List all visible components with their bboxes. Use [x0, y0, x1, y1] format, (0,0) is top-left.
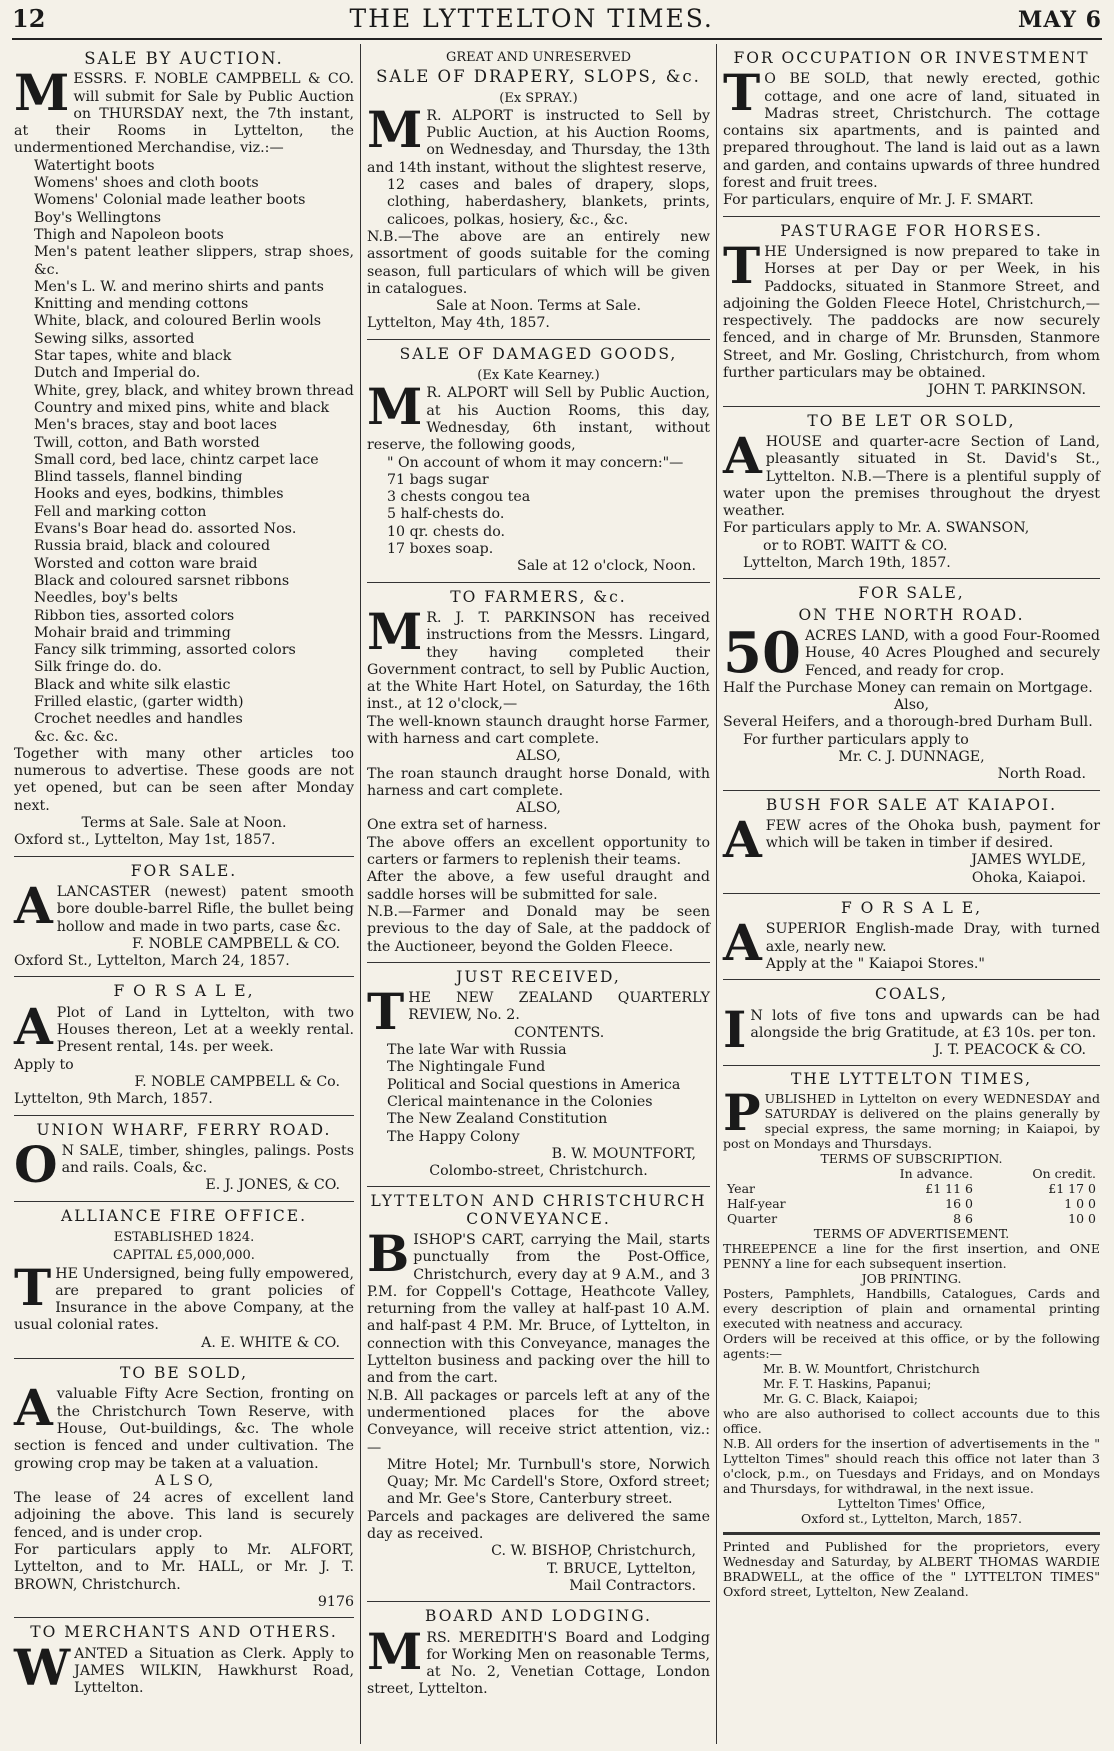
drop-cap: T: [723, 235, 761, 295]
list-item: Hooks and eyes, bodkins, thimbles: [34, 486, 284, 503]
ad-subheading: ALSO,: [516, 748, 561, 765]
ad-subheading: ESTABLISHED 1824.: [113, 1230, 255, 1245]
ad-body: THREEPENCE a line for the first insertion, and ONE PENNY a line for each subsequent insertion.: [723, 1241, 1100, 1272]
drop-cap: O: [14, 1134, 58, 1194]
subscription-rates-table: [723, 1166, 1100, 1226]
list-item: Womens' shoes and cloth boots: [34, 175, 259, 192]
list-item: Womens' Colonial made leather boots: [34, 192, 306, 209]
list-item: 10 qr. chests do.: [387, 523, 506, 540]
ad-body: HE Undersigned, being fully empowered, are prepared to grant policies of Insurance in the above Company, at the usual colonial rates.: [14, 1265, 354, 1334]
ad-body: ACRES LAND, with a good Four-Roomed House, 40 Acres Ploughed and securely Fenced, and ready for crop.: [804, 627, 1100, 679]
ad-body: N.B. All packages or parcels left at any of the undermentioned places for the above Conveyance, will receive strict attention, viz.:—: [367, 1387, 710, 1456]
ad-body: UBLISHED in Lyttelton on every WEDNESDAY and SATURDAY is delivered on the plains generally by special express, the same morning; in Kaiapoi, by post on Mondays and Thursdays.: [723, 1091, 1100, 1152]
ad-signature: E. J. JONES, & CO.: [205, 1177, 340, 1194]
ad-drapery-sale: [367, 44, 710, 340]
ad-body: The above offers an excellent opportunity to carters or farmers to replenish their teams.: [367, 834, 710, 869]
ad-body: R. ALPORT will Sell by Public Auction, at his Auction Rooms, this day, Wednesday, 6th instant, without reserve, the following goods,: [367, 385, 710, 454]
ad-damaged-goods: [367, 340, 710, 583]
ad-body: 12 cases and bales of drapery, slops, clothing, haberdashery, blankets, prints, calicoes, polkas, hosiery, &c., &c.: [387, 177, 710, 228]
list-item: Men's L. W. and merino shirts and pants: [34, 278, 324, 295]
list-item: White, black, and coloured Berlin wools: [34, 313, 322, 330]
ad-body: For particulars apply to Mr. ALFORT, Lyttelton, and to Mr. HALL, or Mr. J. T. BROWN, Christchurch.: [14, 1542, 354, 1593]
list-item: The Nightingale Fund: [387, 1059, 546, 1076]
ad-signature: Mail Contractors.: [569, 1577, 696, 1594]
drop-cap: A: [723, 425, 762, 485]
ad-subheading: A L S O,: [154, 1472, 214, 1489]
ad-number: 9176: [317, 1593, 354, 1610]
ad-body: Plot of Land in Lyttelton, with two Houses thereon, Let at a weekly rental. Present rental, 14s. per week.: [56, 1004, 354, 1056]
ad-body: RS. MEREDITH'S Board and Lodging for Working Men on reasonable Terms, at No. 2, Venetian Cottage, London street, Lyttelton.: [367, 1629, 710, 1698]
drop-cap: 50: [723, 619, 801, 686]
list-item: Dutch and Imperial do.: [34, 365, 201, 382]
ad-body: Posters, Pamphlets, Handbills, Catalogues, Cards and every description of plain and ornamental printing executed with neatness and accuracy.: [723, 1286, 1100, 1332]
ad-place-date: Lyttelton, March 19th, 1857.: [743, 555, 951, 572]
list-item: Mohair braid and trimming: [34, 624, 231, 641]
ad-subheading: TERMS OF ADVERTISEMENT.: [813, 1226, 1010, 1242]
list-item: 71 bags sugar: [387, 471, 489, 488]
ad-body: R. ALPORT is instructed to Sell by Public Auction, at his Auction Rooms, on Wednesday, and Thursday, the 13th and 14th instant, without the slightest reserve,: [367, 107, 710, 176]
imprint-text: Printed and Published for the proprietors, every Wednesday and Saturday, by ALBERT THOMAS WARDIE BRADWELL, at the office of the " LYTTELTON TIMES" Oxford street, Lyttelton, New Zealand.: [723, 1539, 1100, 1600]
rate-cell: 10 0: [1068, 1211, 1096, 1227]
drop-cap: A: [14, 1378, 53, 1438]
ad-body: Together with many other articles too numerous to advertise. These goods are not yet opened, but can be seen after Monday next.: [14, 745, 354, 814]
table-row: [723, 1196, 1100, 1211]
column-2: [360, 44, 716, 1744]
ad-body: Mitre Hotel; Mr. Turnbull's store, Norwich Quay; Mr. Mc Cardell's Store, Oxford street; and Mr. Gee's Store, Canterbury street.: [387, 1456, 710, 1508]
ad-pasturage: [723, 217, 1100, 407]
ad-body: Orders will be received at this office, or by the following agents:—: [723, 1331, 1100, 1362]
list-item: Crochet needles and handles: [34, 711, 243, 728]
list-item: Thigh and Napoleon boots: [34, 226, 224, 243]
ad-body: HOUSE and quarter-acre Section of Land, pleasantly situated in St. David's St., Lyttelton. N.B.—There is a plentiful supply of water upon the premises throughout the dryest weather.: [723, 433, 1100, 520]
list-item: Boy's Wellingtons: [34, 209, 161, 226]
ad-place-date: Oxford st., Lyttelton, March, 1857.: [801, 1511, 1022, 1527]
ad-bush-for-sale: [723, 791, 1100, 894]
ad-heading: BOARD AND LODGING.: [425, 1607, 652, 1626]
ad-body: O BE SOLD, that newly erected, gothic cottage, and one acre of land, situated in Madras street, Christchurch. The cottage contains six apartments, and is painted and prepared throughout. The land is laid out as a lawn and garden, and contains upwards of three hundred forest and fruit trees.: [723, 71, 1100, 192]
ad-subheading: CAPITAL £5,000,000.: [113, 1248, 255, 1264]
ad-to-be-let: [723, 407, 1100, 580]
printer-imprint: [723, 1533, 1100, 1599]
list-item: Mr. G. C. Black, Kaiapoi;: [763, 1391, 919, 1407]
column-3: [716, 44, 1106, 1744]
ad-place-date: Lyttelton, May 4th, 1857.: [367, 315, 550, 332]
agent-list: [723, 1361, 1100, 1406]
ad-lyttelton-times-terms: [723, 1066, 1100, 1533]
ad-body: N.B. All orders for the insertion of advertisements in the " Lyttelton Times" should reach this office not later than 3 o'clock, p.m., on Tuesdays and Fridays, and on Mondays and Thursdays, for withdrawal, in the next issue.: [723, 1436, 1100, 1497]
ad-signature: A. E. WHITE & CO.: [201, 1334, 340, 1351]
masthead: [12, 4, 1102, 40]
issue-date: MAY 6: [1017, 7, 1102, 33]
list-item: The New Zealand Constitution: [387, 1111, 608, 1128]
ad-sale-by-auction: [14, 44, 354, 857]
ad-signature: F. NOBLE CAMPBELL & CO.: [131, 935, 340, 952]
ad-body: Half the Purchase Money can remain on Mortgage.: [723, 679, 1093, 696]
rate-cell: £1 17 0: [1048, 1181, 1096, 1197]
list-item: Mr. B. W. Mountfort, Christchurch: [763, 1361, 980, 1377]
rate-cell: Quarter: [727, 1211, 778, 1227]
ad-heading: TO BE LET OR SOLD,: [807, 411, 1016, 430]
list-item: Blind tassels, flannel binding: [34, 469, 243, 486]
ad-terms: Sale at 12 o'clock, Noon.: [516, 558, 696, 575]
drop-cap: M: [367, 1621, 423, 1681]
list-item: Watertight boots: [34, 157, 155, 174]
page-number: 12: [12, 4, 46, 33]
ad-heading: SALE BY AUCTION.: [84, 49, 284, 68]
drop-cap: I: [723, 999, 747, 1059]
ad-body: N lots of five tons and upwards can be had alongside the brig Gratitude, at £3 10s. per ton.: [750, 1007, 1100, 1041]
list-item: The late War with Russia: [387, 1042, 567, 1059]
ad-body: Apply at the " Kaiapoi Stores.": [765, 955, 985, 972]
ad-body: ANTED a Situation as Clerk. Apply to JAMES WILKIN, Hawkhurst Road, Lyttelton.: [74, 1645, 354, 1697]
ad-to-farmers: [367, 583, 710, 963]
ad-north-road: [723, 579, 1100, 790]
ad-conveyance: [367, 1187, 710, 1602]
list-item: &c. &c. &c.: [34, 728, 119, 745]
ad-body: N.B.—The above are an entirely new assortment of goods suitable for the coming season, full particulars of which will be given in catalogues.: [367, 228, 710, 297]
drop-cap: B: [367, 1224, 410, 1283]
list-item: Black and coloured sarsnet ribbons: [34, 572, 290, 589]
drop-cap: M: [14, 63, 70, 123]
ad-body: R. J. T. PARKINSON has received instructions from the Messrs. Lingard, they having completed their Government contract, to sell by Public Auction, at the White Hart Hotel, on Saturday, the 16th inst., at 12 o'clock,—: [367, 609, 710, 713]
ad-body: Several Heifers, and a thorough-bred Durham Bull.: [723, 714, 1093, 731]
ad-heading: SALE OF DAMAGED GOODS,: [399, 344, 678, 363]
ad-heading: COALS,: [874, 985, 949, 1004]
ad-subheading: Also,: [893, 697, 930, 714]
list-item: Clerical maintenance in the Colonies: [387, 1093, 653, 1110]
drop-cap: T: [14, 1257, 52, 1317]
ad-heading: ALLIANCE FIRE OFFICE.: [61, 1206, 307, 1225]
ad-just-received: [367, 963, 710, 1188]
list-item: Men's braces, stay and boot laces: [34, 417, 277, 434]
ad-body: N SALE, timber, shingles, palings. Posts and rails. Coals, &c.: [61, 1142, 354, 1177]
ad-body: or to ROBT. WAITT & CO.: [763, 537, 948, 554]
rate-cell: £1 11 6: [925, 1181, 974, 1197]
ad-signature: JAMES WYLDE,: [971, 852, 1086, 869]
list-item: Knitting and mending cottons: [34, 296, 249, 313]
drop-cap: P: [723, 1083, 761, 1143]
ad-body: One extra set of harness.: [367, 817, 548, 834]
ad-heading: TO FARMERS, &c.: [450, 587, 627, 606]
drop-cap: M: [367, 377, 423, 437]
ad-alliance-fire-office: [14, 1202, 354, 1359]
table-row: [723, 1181, 1100, 1196]
list-item: 3 chests congou tea: [387, 489, 531, 506]
item-list: [367, 1042, 710, 1146]
ad-place-date: Oxford st., Lyttelton, May 1st, 1857.: [14, 832, 276, 849]
ad-heading: BUSH FOR SALE AT KAIAPOI.: [765, 795, 1058, 814]
ad-signature: F. NOBLE CAMPBELL & Co.: [134, 1073, 340, 1090]
ad-place-date: Lyttelton Times' Office,: [837, 1496, 986, 1512]
list-item: Worsted and cotton ware braid: [34, 555, 258, 572]
ad-signature: B. W. MOUNTFORT,: [551, 1145, 696, 1162]
drop-cap: M: [367, 99, 423, 159]
ad-preheading: GREAT AND UNRESERVED: [445, 50, 632, 65]
drop-cap: A: [723, 809, 762, 869]
list-item: The Happy Colony: [387, 1128, 520, 1145]
ad-subheading: TERMS OF SUBSCRIPTION.: [820, 1151, 1003, 1167]
ad-body: N.B.—Farmer and Donald may be seen previous to the day of Sale, at the paddock of the Auctioneer, beyond the Golden Fleece.: [367, 903, 710, 955]
ad-heading: PASTURAGE FOR HORSES.: [780, 221, 1043, 240]
ad-subheading: ON THE NORTH ROAD.: [798, 605, 1025, 624]
list-item: Needles, boy's belts: [34, 590, 178, 607]
column-1: [8, 44, 360, 1744]
rate-cell: Half-year: [727, 1196, 786, 1212]
ad-signature: T. BRUCE, Lyttelton,: [546, 1560, 696, 1577]
list-item: Fell and marking cotton: [34, 503, 207, 520]
ad-heading: UNION WHARF, FERRY ROAD.: [36, 1120, 332, 1139]
list-item: Black and white silk elastic: [34, 676, 231, 693]
ad-body: HE NEW ZEALAND QUARTERLY REVIEW, No. 2.: [408, 990, 710, 1024]
list-item: Sewing silks, assorted: [34, 330, 195, 347]
ad-heading: THE LYTTELTON TIMES,: [790, 1070, 1033, 1089]
ad-occupation-investment: [723, 44, 1100, 217]
ad-place-date: North Road.: [997, 766, 1086, 783]
list-item: 17 boxes soap.: [387, 541, 494, 558]
ad-heading: FOR SALE,: [858, 584, 965, 603]
newspaper-title: THE LYTTELTON TIMES.: [349, 4, 714, 33]
ad-signature: Mr. C. J. DUNNAGE,: [838, 748, 985, 765]
ad-body: who are also authorised to collect accounts due to this office.: [723, 1406, 1100, 1437]
ad-subheading: (Ex SPRAY.): [499, 90, 578, 106]
ad-terms: Sale at Noon. Terms at Sale.: [435, 298, 642, 315]
ad-body: For particulars apply to Mr. A. SWANSON,: [723, 520, 1030, 537]
list-item: White, grey, black, and whitey brown thread: [34, 382, 354, 399]
ad-signature: JOHN T. PARKINSON.: [927, 382, 1086, 399]
ad-body: The roan staunch draught horse Donald, with harness and cart complete.: [367, 765, 710, 799]
ad-heading: TO MERCHANTS AND OTHERS.: [30, 1623, 338, 1642]
ad-to-be-sold: [14, 1359, 354, 1618]
list-item: Small cord, bed lace, chintz carpet lace: [34, 451, 319, 468]
ad-signature: C. W. BISHOP, Christchurch,: [491, 1543, 696, 1560]
drop-cap: M: [367, 601, 423, 661]
rate-cell: Year: [727, 1181, 755, 1197]
ad-body: Parcels and packages are delivered the same day as received.: [367, 1508, 710, 1543]
ad-coals: [723, 980, 1100, 1066]
ad-place-date: Ohoka, Kaiapoi.: [971, 869, 1086, 886]
ad-body: ESSRS. F. NOBLE CAMPBELL & CO. will submit for Sale by Public Auction on THURSDAY next, the 7th instant, at their Rooms in Lyttelton, the undermentioned Merchandise, viz.:—: [14, 71, 354, 157]
drop-cap: A: [14, 996, 53, 1056]
ad-heading: FOR OCCUPATION OR INVESTMENT: [733, 49, 1090, 67]
table-header-row: [723, 1166, 1100, 1181]
rate-cell: 16 0: [945, 1196, 974, 1212]
ad-place-date: Oxford St., Lyttelton, March 24, 1857.: [14, 953, 290, 970]
ad-signature: J. T. PEACOCK & CO.: [934, 1042, 1086, 1059]
item-list: [14, 158, 354, 746]
list-item: Ribbon ties, assorted colors: [34, 607, 235, 624]
ad-body: ISHOP'S CART, carrying the Mail, starts punctually from the Post-Office, Christchurch, every day at 9 A.M., and 3 P.M. for Coppell's Cottage, Heathcote Valley, returning from the valley at half-past 10 A.M. and half-past 4 P.M. Mr. Bruce, of Lyttelton, in connection with this Conveyance, manages the Lyttelton business and packing over the hill to and from the cart.: [367, 1232, 710, 1387]
ad-body: " On account of whom it may concern:"—: [387, 454, 684, 471]
ad-subheading: JOB PRINTING.: [861, 1271, 962, 1287]
ad-body: valuable Fifty Acre Section, fronting on the Christchurch Town Reserve, with House, Out-buildings, &c. The whole section is fenced and under cultivation. The growing crop may be taken at a valuation.: [14, 1386, 354, 1472]
ad-subheading: CONTENTS.: [513, 1024, 605, 1041]
drop-cap: T: [723, 63, 761, 123]
rate-cell: On credit.: [1032, 1166, 1096, 1182]
list-item: Frilled elastic, (garter width): [34, 693, 244, 710]
ad-body: After the above, a few useful draught and saddle horses will be submitted for sale.: [367, 869, 710, 903]
item-list: [367, 472, 710, 558]
drop-cap: A: [14, 875, 53, 935]
list-item: Twill, cotton, and Bath worsted: [34, 434, 260, 451]
table-row: [723, 1211, 1100, 1226]
ad-body: For particulars, enquire of Mr. J. F. SMART.: [723, 192, 1034, 209]
ad-union-wharf: [14, 1116, 354, 1202]
ad-dray-for-sale: [723, 894, 1100, 980]
ad-body: The lease of 24 acres of excellent land adjoining the above. This land is securely fenced, and is under crop.: [14, 1490, 354, 1541]
ad-heading: F O R S A L E,: [840, 899, 983, 918]
list-item: 5 half-chests do.: [387, 506, 505, 523]
drop-cap: W: [14, 1637, 71, 1697]
drop-cap: T: [367, 982, 405, 1042]
ad-heading: TO BE SOLD,: [119, 1364, 249, 1383]
ad-body: LANCASTER (newest) patent smooth bore double-barrel Rifle, the bullet being hollow and made in two parts, case &c.: [56, 883, 354, 935]
ad-terms: Terms at Sale. Sale at Noon.: [81, 815, 287, 832]
ad-heading: F O R S A L E,: [113, 982, 255, 1001]
list-item: Fancy silk trimming, assorted colors: [34, 642, 296, 659]
list-item: Mr. F. T. Haskins, Papanui;: [763, 1376, 932, 1392]
rate-cell: 8 6: [953, 1211, 974, 1227]
rate-cell: 1 0 0: [1064, 1196, 1096, 1212]
ad-merchants: [14, 1618, 354, 1703]
ad-body: For further particulars apply to: [743, 731, 969, 748]
list-item: Star tapes, white and black: [34, 348, 232, 365]
list-item: Political and Social questions in America: [387, 1076, 681, 1093]
list-item: Russia braid, black and coloured: [34, 538, 271, 555]
ad-land-for-sale: [14, 977, 354, 1115]
ad-body: HE Undersigned is now prepared to take in Horses at per Day or per Week, in his Paddocks, situated in Stanmore Street, and adjoining the Golden Fleece Hotel, Christchurch,—respectively. The paddocks are now securely fenced, and in charge of Mr. Brunsden, Stanmore Street, and Mr. Gosling, Christchurch, from whom further particulars may be obtained.: [723, 243, 1100, 382]
ad-heading: JUST RECEIVED,: [456, 967, 621, 986]
drop-cap: A: [723, 913, 762, 973]
rate-cell: In advance.: [899, 1166, 974, 1182]
ad-rifle-for-sale: [14, 857, 354, 978]
ad-board-and-lodging: [367, 1602, 710, 1704]
ad-body: SUPERIOR English-made Dray, with turned axle, nearly new.: [765, 921, 1100, 955]
rate-cell: [723, 1166, 837, 1181]
list-item: Country and mixed pins, white and black: [34, 399, 330, 416]
list-item: Silk fringe do. do.: [34, 659, 162, 676]
ad-heading: LYTTELTON AND CHRISTCHURCH CONVEYANCE.: [370, 1192, 707, 1228]
ad-place-date: Lyttelton, 9th March, 1857.: [14, 1091, 213, 1108]
ad-heading: SALE OF DRAPERY, SLOPS, &c.: [376, 67, 701, 87]
ad-body: The well-known staunch draught horse Farmer, with harness and cart complete.: [367, 713, 710, 747]
ad-subheading: (Ex Kate Kearney.): [477, 368, 600, 384]
list-item: Men's patent leather slippers, strap shoes, &c.: [34, 244, 354, 278]
ad-body: Apply to: [14, 1056, 74, 1073]
ad-body: FEW acres of the Ohoka bush, payment for which will be taken in timber if desired.: [765, 817, 1100, 852]
ad-subheading: ALSO,: [516, 800, 561, 817]
ad-heading: FOR SALE.: [130, 861, 238, 880]
ad-place-date: Colombo-street, Christchurch.: [429, 1163, 648, 1180]
list-item: Evans's Boar head do. assorted Nos.: [34, 521, 297, 538]
